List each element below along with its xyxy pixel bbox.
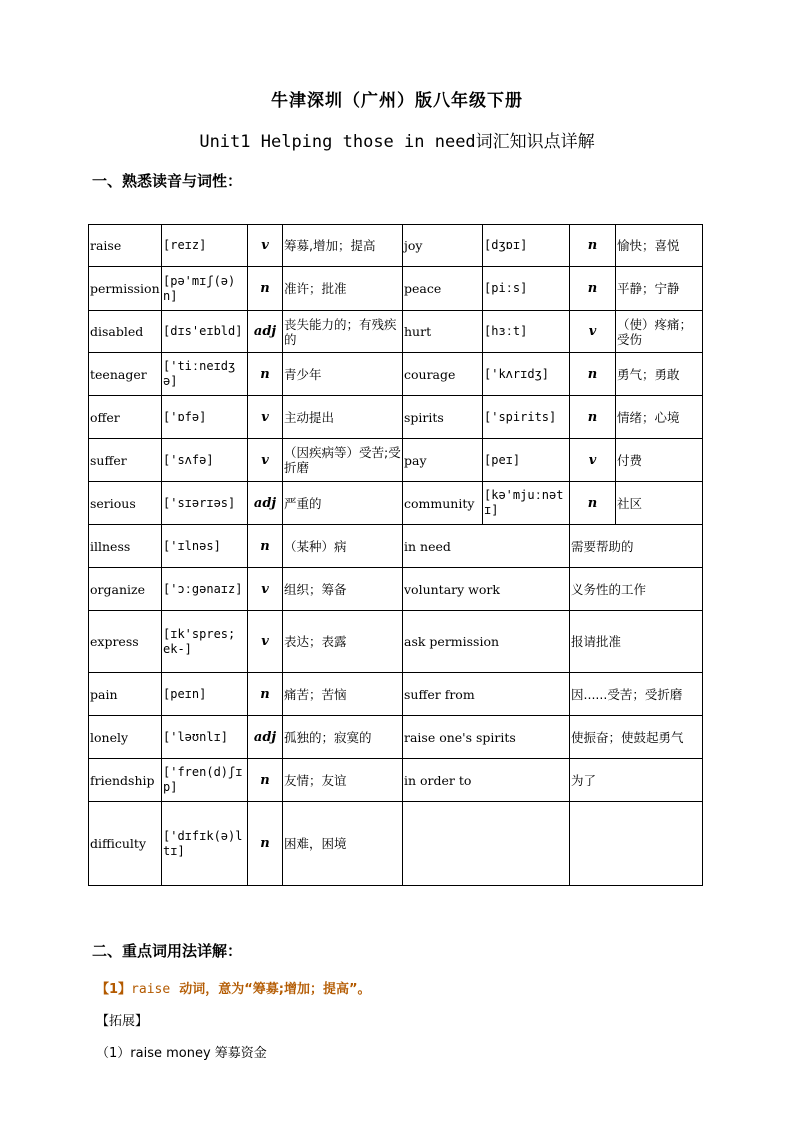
word-cell: suffer <box>89 439 162 482</box>
phonetic-cell: ['dɪfɪk(ə)ltɪ] <box>162 802 248 886</box>
word-cell: teenager <box>89 353 162 396</box>
phrase-meaning-cell: 为了 <box>570 759 703 802</box>
part-of-speech-cell: n <box>570 482 616 525</box>
word-cell: serious <box>89 482 162 525</box>
meaning-cell: 筹募,增加；提高 <box>283 225 403 267</box>
meaning-cell: 严重的 <box>283 482 403 525</box>
word-cell: pay <box>403 439 483 482</box>
meaning-cell: （使）疼痛；受伤 <box>616 311 703 353</box>
table-row <box>89 439 703 482</box>
word-cell: organize <box>89 568 162 611</box>
word-cell: pain <box>89 673 162 716</box>
phrase-cell: suffer from <box>403 673 570 716</box>
phrase-cell <box>403 802 570 886</box>
phonetic-cell: [dʒɒɪ] <box>483 225 570 267</box>
table-row <box>89 673 703 716</box>
table-row <box>89 482 703 525</box>
meaning-cell: 丧失能力的；有残疾的 <box>283 311 403 353</box>
word-cell: hurt <box>403 311 483 353</box>
phonetic-cell: [pə'mɪʃ(ə)n] <box>162 267 248 311</box>
phonetic-cell: [piːs] <box>483 267 570 311</box>
word-cell: peace <box>403 267 483 311</box>
meaning-cell: 准许；批准 <box>283 267 403 311</box>
part-of-speech-cell: adj <box>248 716 283 759</box>
part-of-speech-cell: n <box>248 673 283 716</box>
phonetic-cell: ['sʌfə] <box>162 439 248 482</box>
phonetic-cell: ['tiːneɪdʒə] <box>162 353 248 396</box>
phrase-cell: voluntary work <box>403 568 570 611</box>
word-cell: express <box>89 611 162 673</box>
part-of-speech-cell: n <box>248 802 283 886</box>
part-of-speech-cell: n <box>248 267 283 311</box>
phrase-cell: in need <box>403 525 570 568</box>
phrase-meaning-cell: 需要帮助的 <box>570 525 703 568</box>
phonetic-cell: ['sɪərɪəs] <box>162 482 248 525</box>
meaning-cell: 平静；宁静 <box>616 267 703 311</box>
meaning-cell: 付费 <box>616 439 703 482</box>
phrase-cell: raise one's spirits <box>403 716 570 759</box>
table-row <box>89 568 703 611</box>
key-point-word: raise <box>131 982 171 997</box>
table-row <box>89 396 703 439</box>
meaning-cell: 困难，困境 <box>283 802 403 886</box>
phonetic-cell: ['ɒfə] <box>162 396 248 439</box>
phonetic-cell: [peɪ] <box>483 439 570 482</box>
meaning-cell: 勇气；勇敢 <box>616 353 703 396</box>
meaning-cell: （因疾病等）受苦;受折磨 <box>283 439 403 482</box>
part-of-speech-cell: n <box>570 353 616 396</box>
part-of-speech-cell: v <box>248 396 283 439</box>
example-1: （1）raise money 筹募资金 <box>96 1046 267 1061</box>
part-of-speech-cell: v <box>248 611 283 673</box>
phrase-meaning-cell: 使振奋；使鼓起勇气 <box>570 716 703 759</box>
part-of-speech-cell: n <box>570 267 616 311</box>
part-of-speech-cell: n <box>248 759 283 802</box>
phonetic-cell: [kə'mjuːnətɪ] <box>483 482 570 525</box>
meaning-cell: 孤独的；寂寞的 <box>283 716 403 759</box>
word-cell: community <box>403 482 483 525</box>
phonetic-cell: ['fren(d)ʃɪp] <box>162 759 248 802</box>
meaning-cell: 组织；筹备 <box>283 568 403 611</box>
word-cell: friendship <box>89 759 162 802</box>
meaning-cell: 青少年 <box>283 353 403 396</box>
key-point-number: 【1】 <box>96 982 132 997</box>
part-of-speech-cell: v <box>570 311 616 353</box>
vocabulary-table <box>88 224 703 886</box>
table-row <box>89 525 703 568</box>
meaning-cell: 情绪；心境 <box>616 396 703 439</box>
word-cell: permission <box>89 267 162 311</box>
word-cell: offer <box>89 396 162 439</box>
meaning-cell: 愉快；喜悦 <box>616 225 703 267</box>
table-row <box>89 611 703 673</box>
key-point-explanation: 动词，意为“筹募;增加；提高”。 <box>179 982 371 997</box>
table-row <box>89 353 703 396</box>
table-row <box>89 759 703 802</box>
part-of-speech-cell: n <box>570 225 616 267</box>
page-subtitle: Unit1 Helping those in need词汇知识点详解 <box>199 132 595 152</box>
meaning-cell: （某种）病 <box>283 525 403 568</box>
meaning-cell: 社区 <box>616 482 703 525</box>
phrase-meaning-cell: 报请批准 <box>570 611 703 673</box>
phonetic-cell: ['ɔːgənaɪz] <box>162 568 248 611</box>
part-of-speech-cell: v <box>248 225 283 267</box>
meaning-cell: 痛苦；苦恼 <box>283 673 403 716</box>
phrase-meaning-cell: 因......受苦；受折磨 <box>570 673 703 716</box>
phrase-meaning-cell <box>570 802 703 886</box>
key-point-1 <box>96 978 371 997</box>
phrase-meaning-cell: 义务性的工作 <box>570 568 703 611</box>
part-of-speech-cell: v <box>248 568 283 611</box>
table-row <box>89 716 703 759</box>
section-heading-usage: 二、重点词用法详解： <box>92 942 243 960</box>
word-cell: lonely <box>89 716 162 759</box>
phonetic-cell: [dɪs'eɪbld] <box>162 311 248 353</box>
part-of-speech-cell: v <box>248 439 283 482</box>
meaning-cell: 表达；表露 <box>283 611 403 673</box>
phonetic-cell: [hɜːt] <box>483 311 570 353</box>
word-cell: illness <box>89 525 162 568</box>
word-cell: joy <box>403 225 483 267</box>
phonetic-cell: [peɪn] <box>162 673 248 716</box>
phonetic-cell: ['kʌrɪdʒ] <box>483 353 570 396</box>
word-cell: spirits <box>403 396 483 439</box>
table-row <box>89 267 703 311</box>
word-cell: courage <box>403 353 483 396</box>
phrase-cell: in order to <box>403 759 570 802</box>
part-of-speech-cell: adj <box>248 482 283 525</box>
table-row <box>89 802 703 886</box>
page-title: 牛津深圳（广州）版八年级下册 <box>271 91 523 111</box>
table-row <box>89 225 703 267</box>
word-cell: raise <box>89 225 162 267</box>
meaning-cell: 主动提出 <box>283 396 403 439</box>
extension-label: 【拓展】 <box>96 1014 149 1029</box>
word-cell: disabled <box>89 311 162 353</box>
phonetic-cell: ['ləʊnlɪ] <box>162 716 248 759</box>
table-row <box>89 311 703 353</box>
part-of-speech-cell: n <box>248 525 283 568</box>
phonetic-cell: ['spirits] <box>483 396 570 439</box>
phrase-cell: ask permission <box>403 611 570 673</box>
phonetic-cell: [reɪz] <box>162 225 248 267</box>
part-of-speech-cell: n <box>570 396 616 439</box>
part-of-speech-cell: adj <box>248 311 283 353</box>
meaning-cell: 友情；友谊 <box>283 759 403 802</box>
word-cell: difficulty <box>89 802 162 886</box>
phonetic-cell: ['ɪlnəs] <box>162 525 248 568</box>
part-of-speech-cell: v <box>570 439 616 482</box>
section-heading-pronunciation: 一、熟悉读音与词性： <box>92 172 243 190</box>
part-of-speech-cell: n <box>248 353 283 396</box>
phonetic-cell: [ɪk'spres; ek-] <box>162 611 248 673</box>
